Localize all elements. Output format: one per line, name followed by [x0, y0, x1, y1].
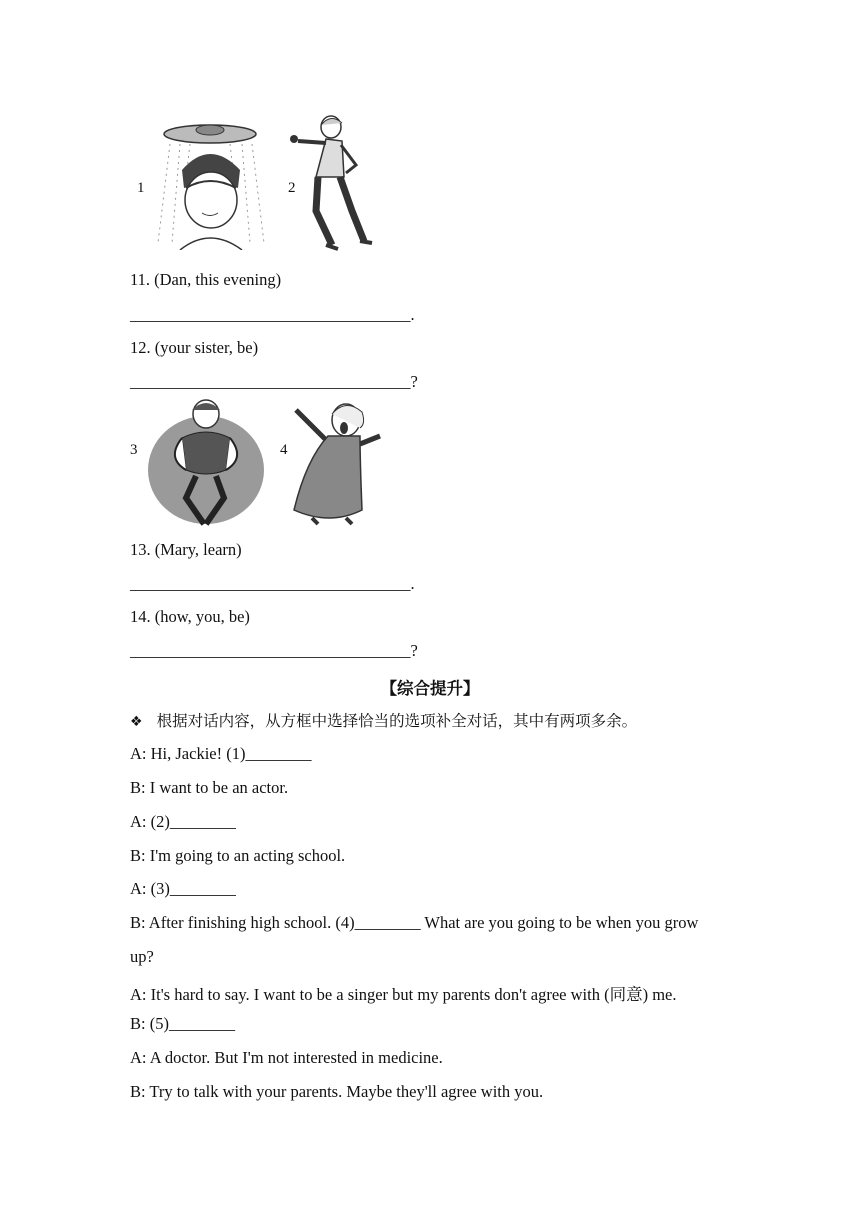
swimmer-icon [146, 398, 266, 528]
section-title: 【综合提升】 [380, 679, 480, 698]
question-13-prompt: 13. (Mary, learn) [130, 540, 242, 559]
dialogue-line: A: Hi, Jackie! (1)________ [130, 744, 312, 763]
picture-number: 3 [130, 442, 138, 458]
picture-number: 1 [137, 180, 145, 196]
shower-boy-icon [150, 118, 275, 250]
question-14-prompt: 14. (how, you, be) [130, 607, 250, 626]
dialogue-line: B: Try to talk with your parents. Maybe they'll agree with you. [130, 1082, 544, 1101]
dialogue-line: B: I want to be an actor. [130, 778, 289, 797]
dialogue-line: A: A doctor. But I'm not interested in medicine. [130, 1048, 443, 1067]
dialogue-line: A: It's hard to say. I want to be a singer but my parents don't agree with (同意) me. [130, 985, 677, 1004]
dialogue-line: A: (2)________ [130, 812, 236, 831]
dialogue-line: B: I'm going to an acting school. [130, 846, 346, 865]
question-12-prompt: 12. (your sister, be) [130, 338, 259, 357]
singer-woman-icon [284, 400, 384, 528]
dialogue-line: B: (5)________ [130, 1014, 235, 1033]
diamond-bullet-icon: ❖ [130, 714, 143, 730]
question-12-answer-blank[interactable]: __________________________________? [130, 372, 418, 391]
reporter-icon [286, 115, 386, 253]
question-13-answer-blank[interactable]: __________________________________. [130, 574, 415, 593]
instruction [130, 709, 637, 731]
picture-number: 2 [288, 180, 296, 196]
picture-number: 4 [280, 442, 288, 458]
question-11-answer-blank[interactable]: __________________________________. [130, 305, 415, 324]
dialogue-line: A: (3)________ [130, 879, 236, 898]
question-11-prompt: 11. (Dan, this evening) [130, 270, 282, 289]
dialogue-line: B: After finishing high school. (4)________ What are you going to be when you grow [130, 913, 699, 932]
question-14-answer-blank[interactable]: __________________________________? [130, 641, 418, 660]
dialogue-line: up? [130, 947, 154, 966]
instruction-text: 根据对话内容，从方框中选择恰当的选项补全对话，其中有两项多余。 [156, 712, 638, 730]
